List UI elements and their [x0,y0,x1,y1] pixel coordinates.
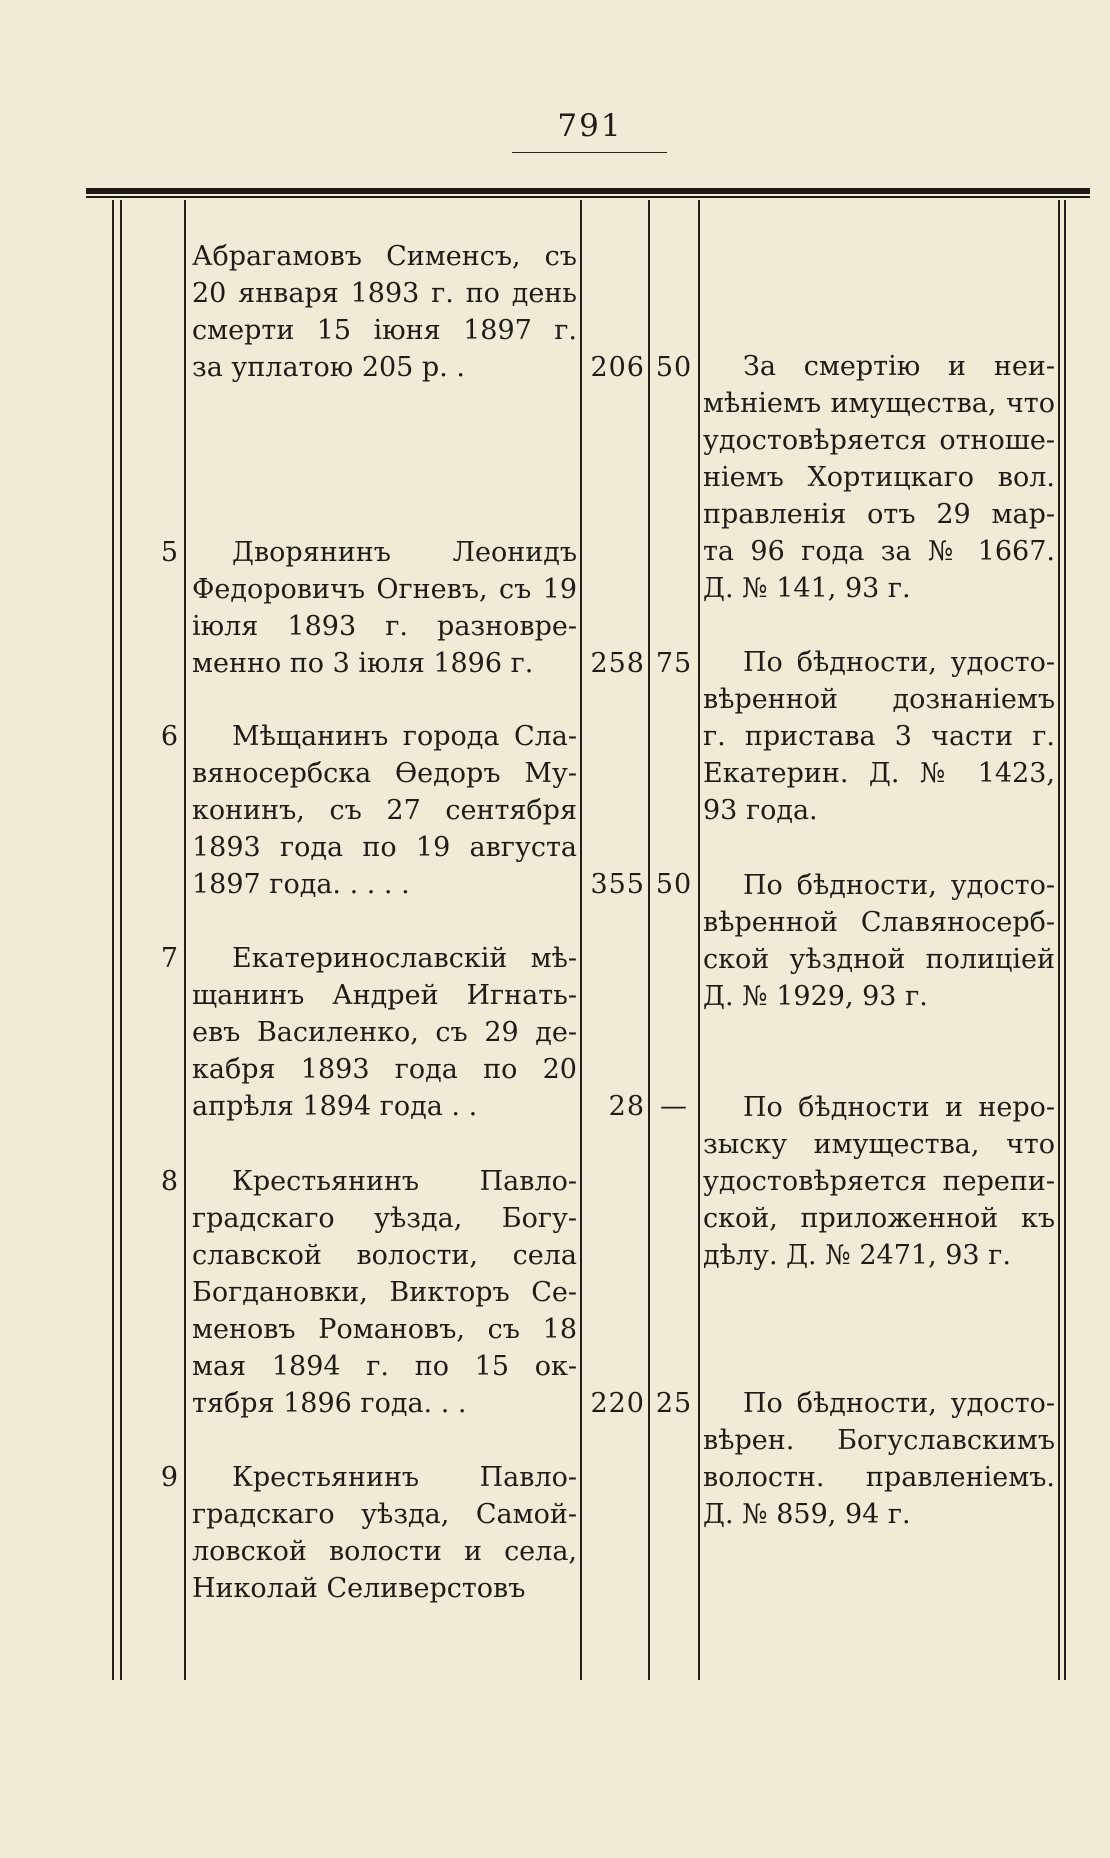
text-line: славской волости, села [192,1240,577,1271]
page-number-underline [512,152,667,153]
amount-rubles: 220 [590,1388,645,1419]
column-rule-outer-right [1058,200,1060,1680]
entry-description [192,534,577,682]
text-line: По бѣдности, удосто- [743,647,1055,678]
text-line: ніемъ Хортицкаго вол. [703,462,1055,493]
text-line: менно по 3 іюля 1896 г. [192,648,534,679]
amount-rubles: 206 [590,352,645,383]
text-line: Крестьянинъ Павло- [232,1462,577,1493]
entry-remark [703,1385,1055,1533]
text-line: Абрагамовъ Сименсъ, съ [192,241,577,272]
entry-number: 9 [160,1462,178,1493]
text-line: ской уѣздной полиціей [703,944,1055,975]
text-line: Д. № 1929, 93 г. [703,981,928,1012]
entry-remark [703,867,1055,1015]
text-line: ловской волости и села, [192,1536,577,1567]
amount-kopeks: 75 [655,648,693,679]
text-line: ской, приложенной къ [703,1203,1055,1234]
text-line: Д. № 859, 94 г. [703,1499,911,1530]
amount-kopeks: 50 [655,869,693,900]
text-line: 20 января 1893 г. по день [192,278,577,309]
text-line: градскаго уѣзда, Самой- [192,1499,577,1530]
entry-remark [703,644,1055,829]
amount-kopeks: — [660,1091,688,1122]
text-line: волостн. правленіемъ. [703,1462,1055,1493]
text-line: мая 1894 г. по 15 ок- [192,1351,577,1382]
entry-number: 7 [160,943,178,974]
text-line: По бѣдности, удосто- [743,870,1055,901]
page-number: 791 [557,108,623,144]
text-line: евъ Василенко, съ 29 де- [192,1017,577,1048]
text-line: По бѣдности, удосто- [743,1388,1055,1419]
entry-description [192,718,577,903]
text-line: смерти 15 іюня 1897 г. [192,315,577,346]
entry-description [192,238,577,386]
amount-kopeks: 25 [655,1388,693,1419]
text-line: Д. № 141, 93 г. [703,573,911,604]
amount-rubles: 28 [608,1091,645,1122]
amount-kopeks: 50 [655,352,693,383]
text-line: Богдановки, Викторъ Се- [192,1277,577,1308]
text-line: мѣніемъ имущества, что [703,388,1055,419]
entry-remark [703,1089,1055,1274]
text-line: вѣренной Славяносерб- [703,907,1055,938]
text-line: За смертію и неи- [743,351,1055,382]
text-line: вяносербска Ѳедоръ Му- [192,758,577,789]
text-line: г. пристава 3 части г. [703,721,1055,752]
text-line: Дворянинъ Леонидъ [232,537,577,568]
text-line: вѣренной дознаніемъ [703,684,1055,715]
text-line: правленія отъ 29 мар- [703,499,1055,530]
text-line: Федоровичъ Огневъ, съ 19 [192,574,577,605]
text-line: удостовѣряется перепи- [703,1166,1055,1197]
text-line: кабря 1893 года по 20 [192,1054,577,1085]
entry-description [192,940,577,1125]
text-line: та 96 года за № 1667. [703,536,1055,567]
entry-remark [703,348,1055,607]
text-line: Крестьянинъ Павло- [232,1166,577,1197]
column-rule-number [184,200,186,1680]
column-rule-kopeks [698,200,700,1680]
amount-rubles: 355 [590,869,645,900]
text-line: вѣрен. Богуславскимъ [703,1425,1055,1456]
text-line: зыску имущества, что [703,1129,1055,1160]
text-line: конинъ, съ 27 сентября [192,795,577,826]
text-line: градскаго уѣзда, Богу- [192,1203,577,1234]
entry-number: 5 [160,537,178,568]
amount-rubles: 258 [590,648,645,679]
column-rule-description [580,200,582,1680]
entry-description [192,1163,577,1422]
column-rule-outer-right-2 [1064,200,1066,1680]
text-line: Мѣщанинъ города Сла- [232,721,577,752]
text-line: Николай Селиверстовъ [192,1573,526,1604]
column-rule-outer-left [112,200,114,1680]
text-line: 1897 года. . . . . [192,869,410,900]
text-line: іюля 1893 г. разновре- [192,611,577,642]
text-line: щанинъ Андрей Игнать- [192,980,577,1011]
text-line: 93 года. [703,795,818,826]
text-line: Екатерин. Д. № 1423, [703,758,1055,789]
text-line: Екатеринославскій мѣ- [232,943,577,974]
top-rule-thick [86,188,1090,194]
text-line: По бѣдности и неро- [743,1092,1055,1123]
column-rule-outer-left-inner [120,200,122,1680]
text-line: за уплатою 205 р. . [192,352,465,383]
entry-number: 6 [160,721,178,752]
column-rule-rubles [648,200,650,1680]
text-line: тября 1896 года. . . [192,1388,467,1419]
text-line: удостовѣряется отноше- [703,425,1055,456]
entry-description [192,1459,577,1607]
text-line: дѣлу. Д. № 2471, 93 г. [703,1240,1011,1271]
text-line: меновъ Романовъ, съ 18 [192,1314,577,1345]
text-line: апрѣля 1894 года . . [192,1091,478,1122]
top-rule-thin [86,196,1090,198]
text-line: 1893 года по 19 августа [192,832,577,863]
entry-number: 8 [160,1166,178,1197]
